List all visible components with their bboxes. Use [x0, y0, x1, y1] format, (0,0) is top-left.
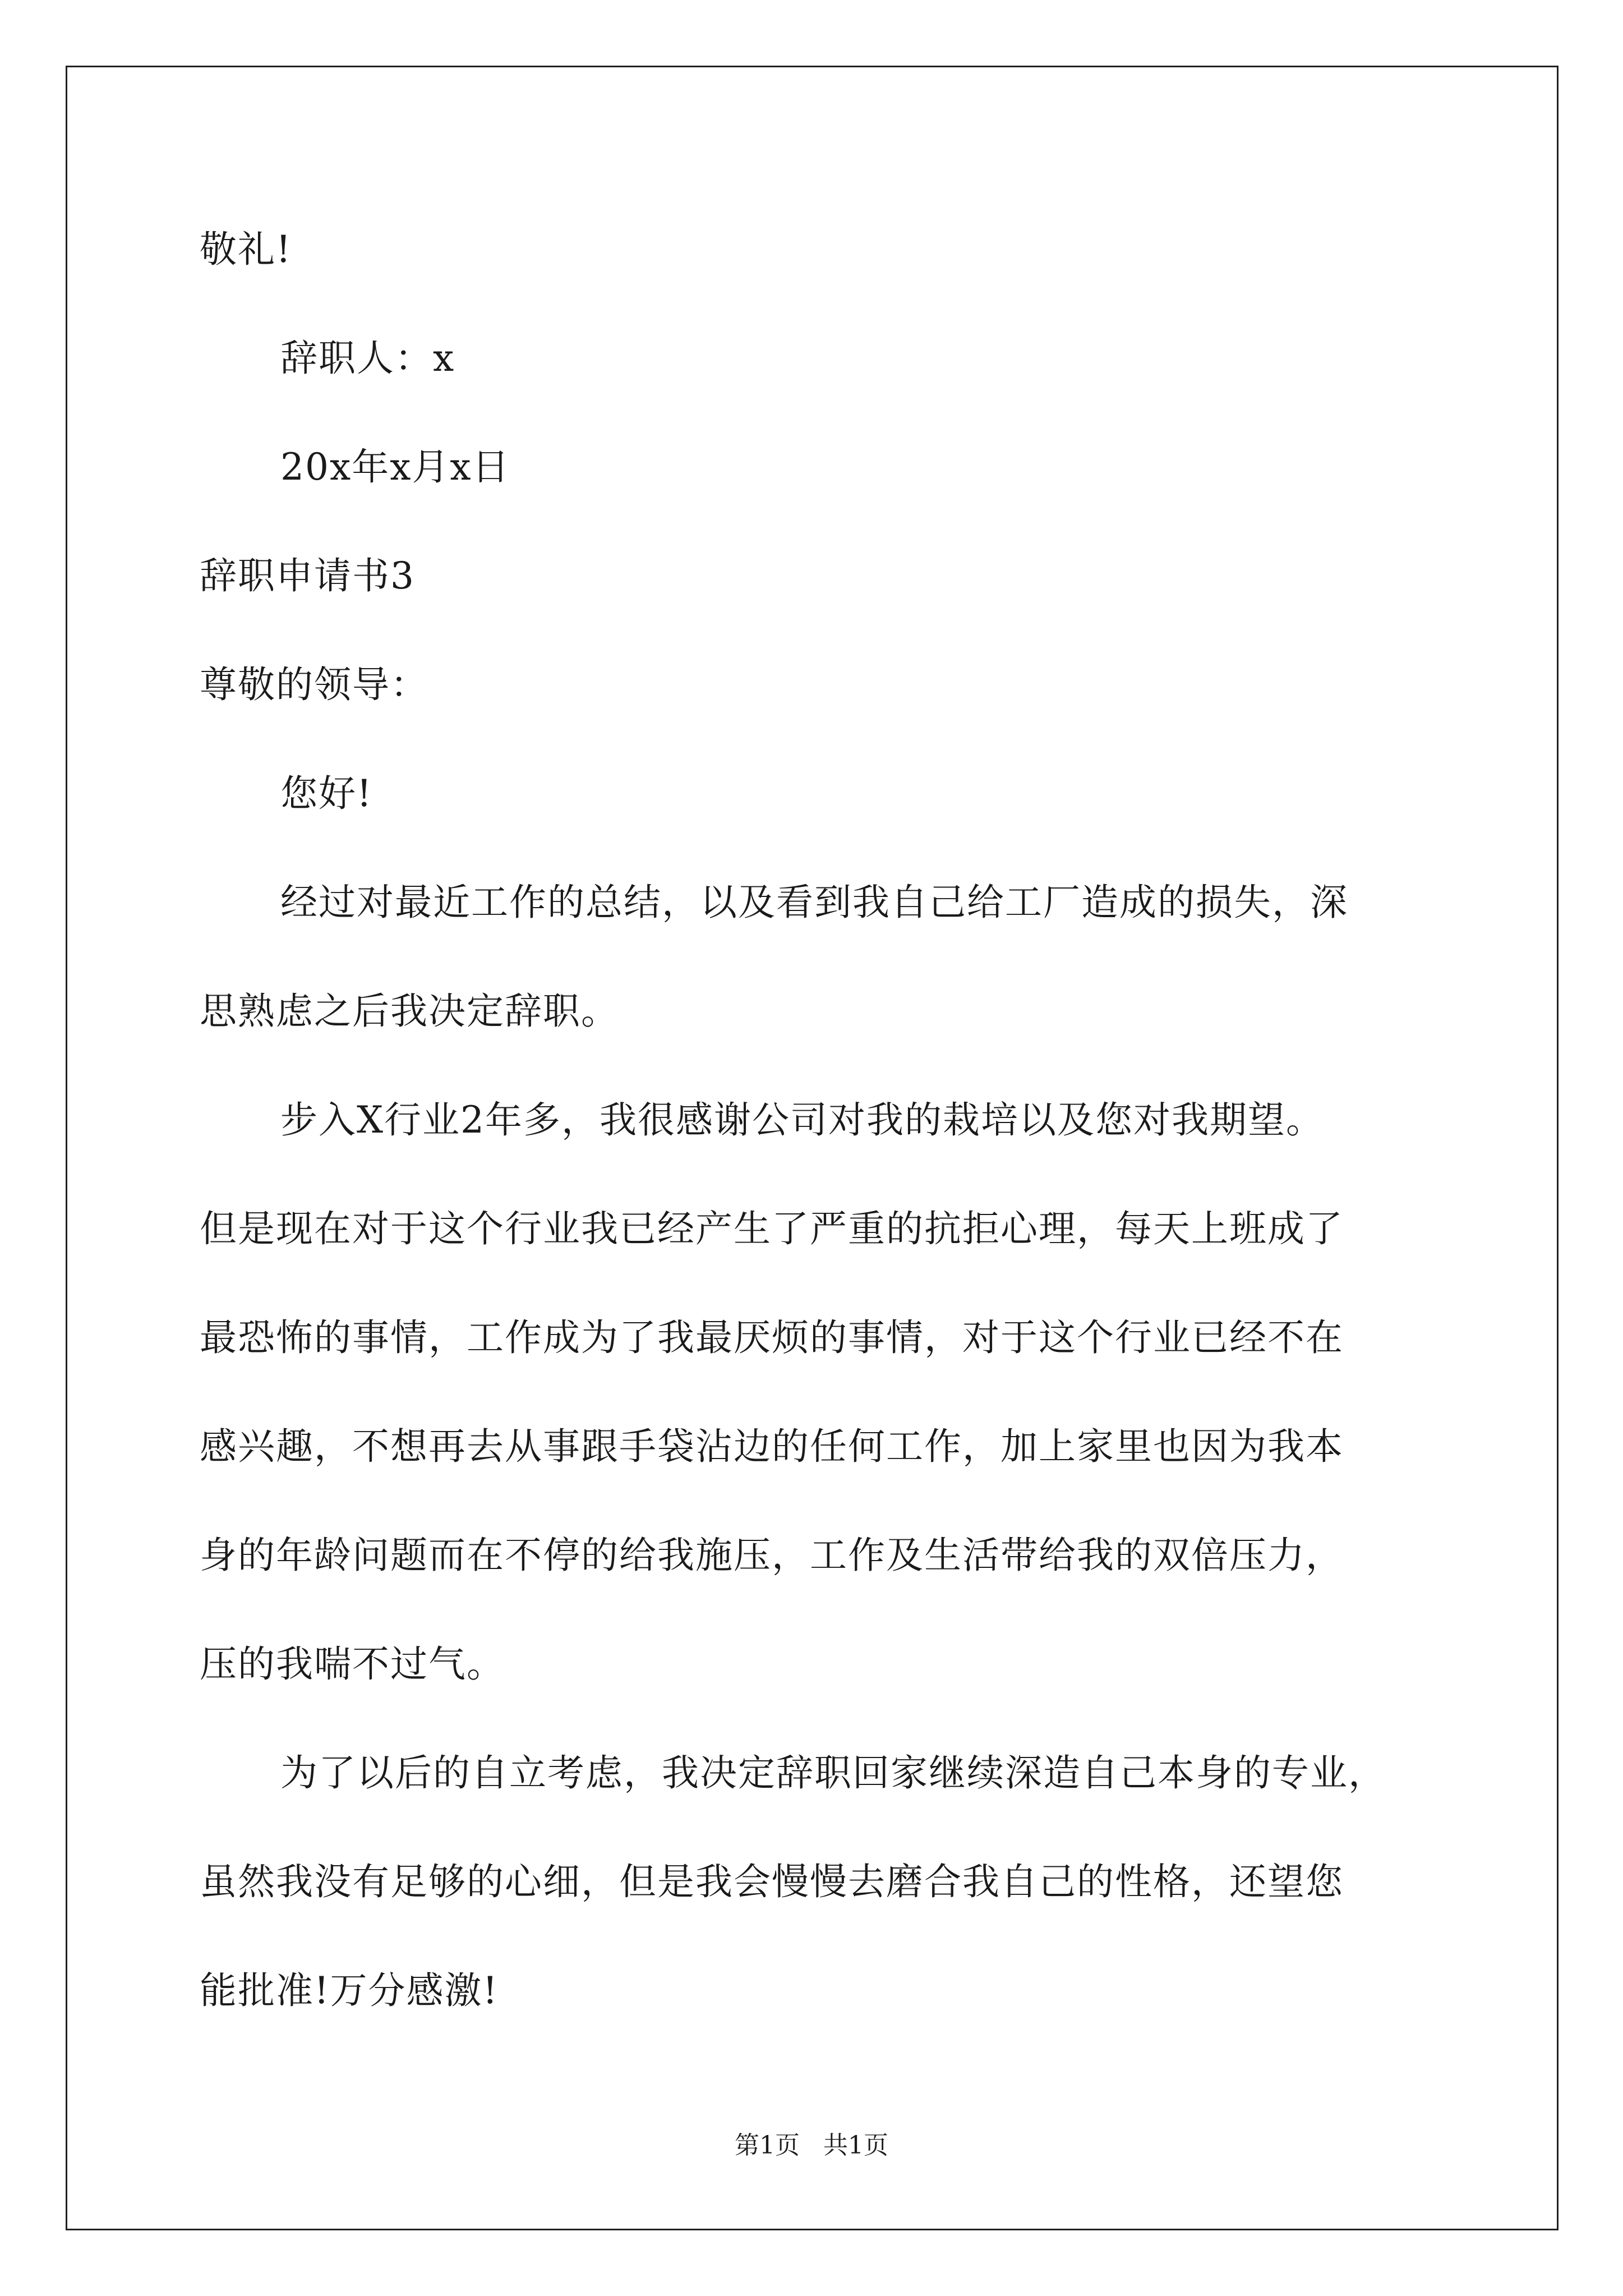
salutation: 尊敬的领导： — [200, 663, 428, 706]
paragraph-line: 经过对最近工作的总结，以及看到我自己给工厂造成的损失，深 — [280, 881, 1348, 924]
paragraph-line: 最恐怖的事情，工作成为了我最厌烦的事情，对于这个行业已经不在 — [200, 1316, 1344, 1359]
paragraph-line: 为了以后的自立考虑，我决定辞职回家继续深造自己本身的专业， — [280, 1751, 1386, 1795]
paragraph-line: 能批准!万分感激! — [200, 1969, 499, 2012]
paragraph-line: 但是现在对于这个行业我已经产生了严重的抗拒心理，每天上班成了 — [200, 1207, 1344, 1250]
paragraph-line: 思熟虑之后我决定辞职。 — [200, 990, 619, 1033]
greeting: 您好! — [280, 772, 373, 815]
paragraph-line: 感兴趣，不想再去从事跟手袋沾边的任何工作，加上家里也因为我本 — [200, 1425, 1344, 1468]
page-border — [66, 66, 1559, 2230]
page-footer: 第1页 共1页 — [735, 2131, 888, 2160]
paragraph-line: 虽然我没有足够的心细，但是我会慢慢去磨合我自己的性格，还望您 — [200, 1860, 1344, 1903]
paragraph-line: 步入X行业2年多，我很感谢公司对我的栽培以及您对我期望。 — [280, 1098, 1324, 1142]
paragraph-line: 身的年龄问题而在不停的给我施压，工作及生活带给我的双倍压力， — [200, 1534, 1344, 1577]
section-title: 辞职申请书3 — [200, 554, 415, 597]
date-line: 20x年x月x日 — [280, 445, 510, 489]
closing-text: 敬礼! — [200, 228, 292, 271]
paragraph-line: 压的我喘不过气。 — [200, 1642, 505, 1686]
signer-line: 辞职人：x — [280, 337, 455, 380]
